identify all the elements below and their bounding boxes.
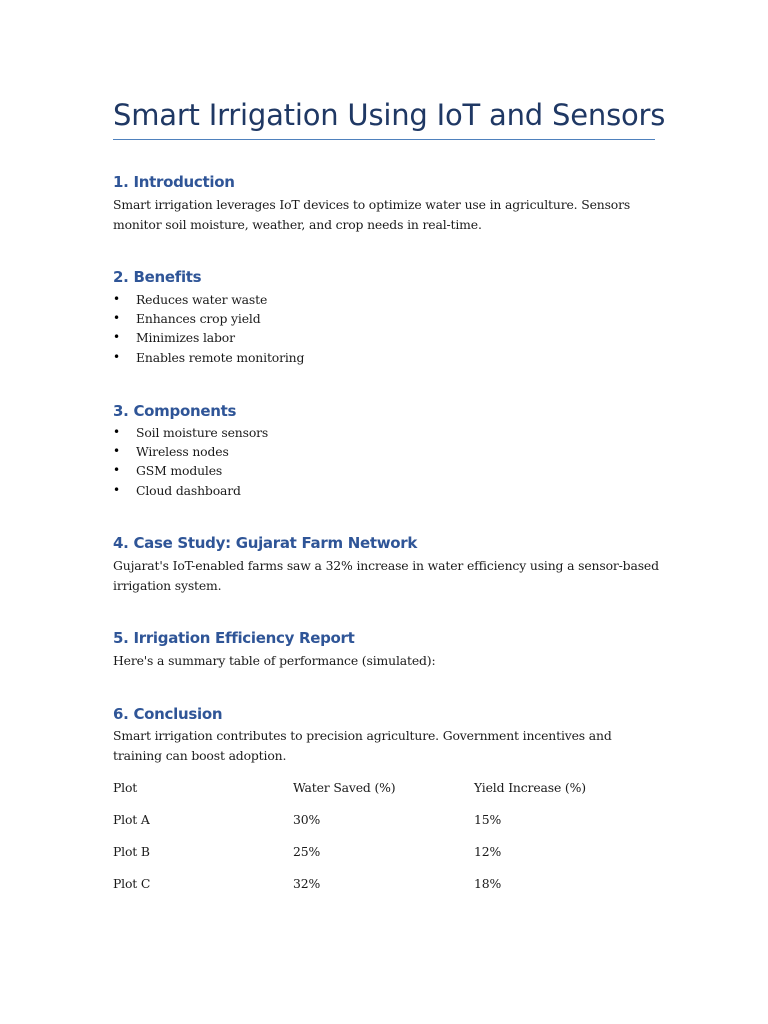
table-cell: 32%: [293, 876, 321, 891]
list-item-text: Cloud dashboard: [136, 482, 241, 498]
bullet-icon: •: [113, 444, 120, 459]
introduction-paragraph: Smart irrigation leverages IoT devices to optimize water use in agriculture. Sensors monitor soil moisture, weather, and crop needs in real-time.: [113, 197, 631, 232]
list-item: [113, 423, 268, 442]
table-cell: 15%: [474, 812, 502, 827]
table-row: [113, 841, 658, 873]
list-item: [113, 328, 304, 347]
list-item-text: Minimizes labor: [136, 330, 235, 346]
components-list: [113, 423, 268, 500]
table-header-cell: Water Saved (%): [293, 780, 396, 795]
efficiency-report-paragraph: Here's a summary table of performance (simulated):: [113, 653, 436, 668]
table-cell: 30%: [293, 812, 321, 827]
table-header-row: [113, 777, 658, 809]
table-row: [113, 809, 658, 841]
list-item-text: Wireless nodes: [136, 444, 229, 460]
section-heading-case-study: 4. Case Study: Gujarat Farm Network: [113, 534, 418, 552]
list-item-text: Enables remote monitoring: [136, 349, 305, 365]
list-item: [113, 461, 268, 480]
section-heading-efficiency-report: 5. Irrigation Efficiency Report: [113, 629, 355, 647]
case-study-paragraph: Gujarat's IoT-enabled farms saw a 32% increase in water efficiency using a sensor-based irrigation system.: [113, 558, 659, 593]
bullet-icon: •: [113, 292, 120, 306]
section-heading-conclusion: 6. Conclusion: [113, 705, 223, 723]
document-title: Smart Irrigation Using IoT and Sensors: [113, 98, 666, 132]
benefits-list: [113, 290, 304, 367]
list-item: [113, 442, 268, 461]
title-underline: [113, 139, 655, 140]
table-cell: Plot B: [113, 844, 150, 859]
table-cell: 25%: [293, 844, 321, 859]
section-heading-introduction: 1. Introduction: [113, 173, 235, 191]
list-item-text: Reduces water waste: [136, 292, 268, 307]
list-item-text: GSM modules: [136, 463, 223, 479]
table-header-cell: Yield Increase (%): [474, 780, 586, 795]
bullet-icon: •: [113, 330, 120, 345]
list-item: [113, 290, 304, 309]
table-cell: 18%: [474, 876, 502, 891]
table-row: [113, 873, 658, 905]
list-item: [113, 309, 304, 328]
bullet-icon: •: [113, 425, 120, 439]
list-item: [113, 481, 268, 500]
table-cell: Plot A: [113, 812, 150, 827]
bullet-icon: •: [113, 311, 120, 326]
list-item: [113, 348, 304, 367]
conclusion-paragraph: Smart irrigation contributes to precision agriculture. Government incentives and training can boost adoption.: [113, 728, 612, 763]
list-item-text: Enhances crop yield: [136, 311, 261, 327]
table-cell: Plot C: [113, 876, 151, 891]
bullet-icon: •: [113, 349, 120, 364]
section-heading-components: 3. Components: [113, 402, 237, 420]
table-header-cell: Plot: [113, 780, 138, 795]
bullet-icon: •: [113, 482, 120, 497]
list-item-text: Soil moisture sensors: [136, 425, 269, 440]
table-cell: 12%: [474, 844, 502, 859]
performance-table: [113, 777, 658, 905]
section-heading-benefits: 2. Benefits: [113, 268, 202, 286]
bullet-icon: •: [113, 463, 120, 478]
